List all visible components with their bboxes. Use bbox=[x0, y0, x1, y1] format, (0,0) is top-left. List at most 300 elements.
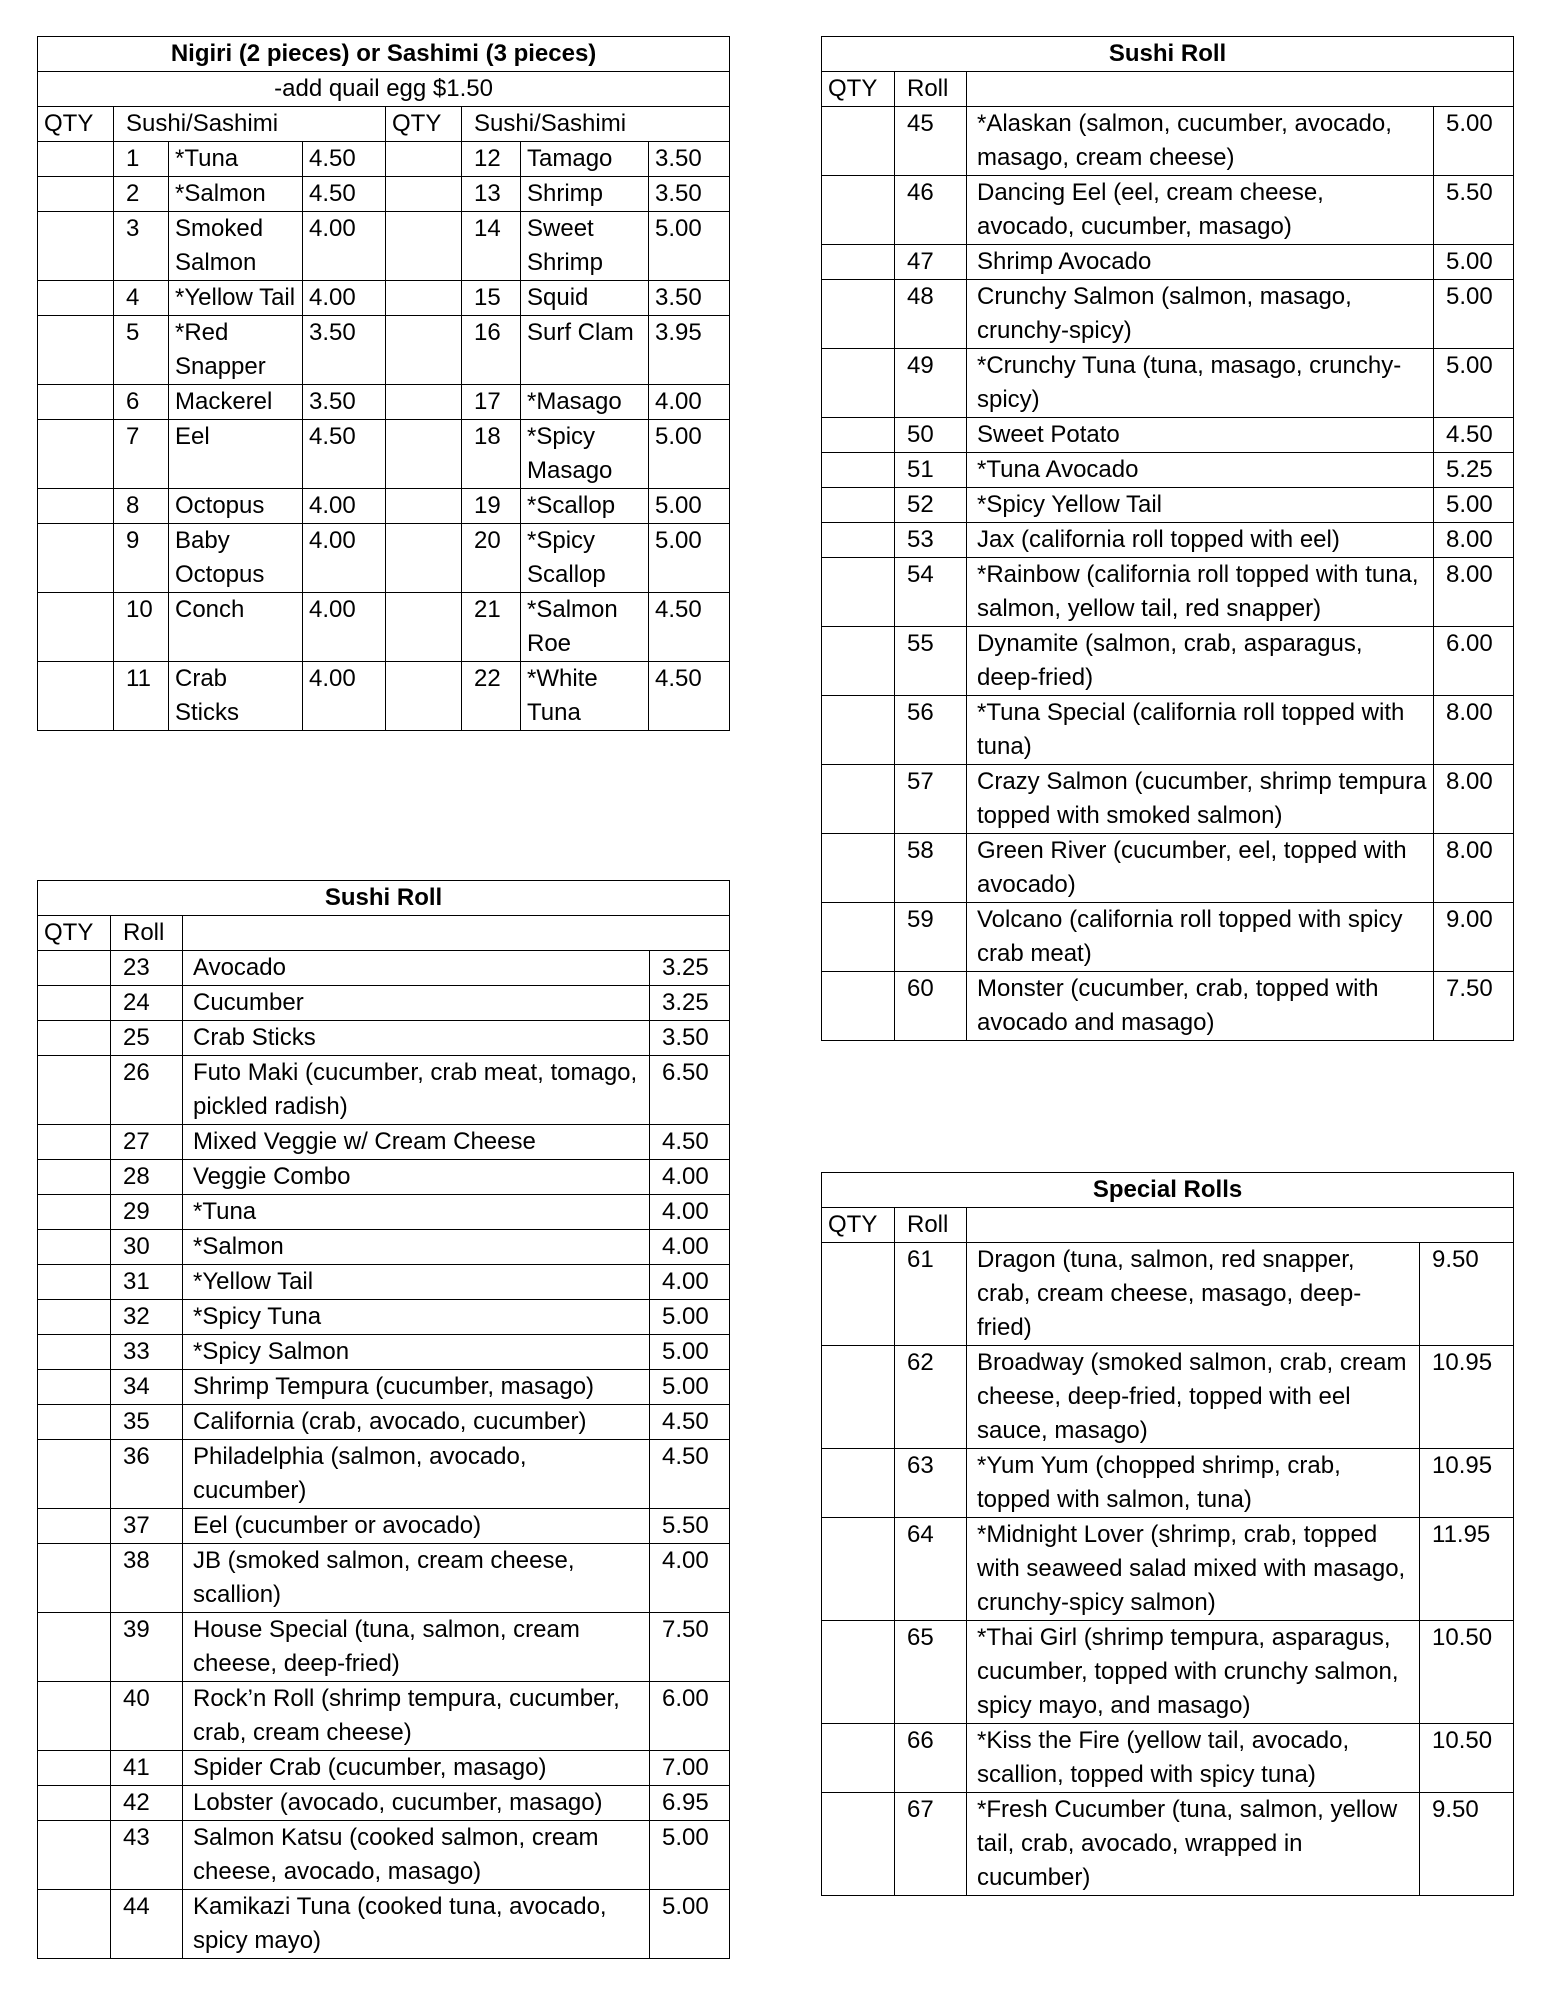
item-name: Conch bbox=[169, 593, 303, 662]
special-rolls-title: Special Rolls bbox=[822, 1173, 1514, 1208]
qty-cell[interactable] bbox=[822, 488, 895, 523]
qty-cell[interactable] bbox=[38, 1300, 111, 1335]
qty-cell[interactable] bbox=[38, 1125, 111, 1160]
roll-name: California (crab, avocado, cucumber) bbox=[183, 1405, 650, 1440]
qty-cell[interactable] bbox=[822, 1243, 895, 1346]
roll-number: 35 bbox=[111, 1405, 183, 1440]
item-price: 4.50 bbox=[303, 142, 386, 177]
item-name: Surf Clam bbox=[521, 316, 649, 385]
qty-cell[interactable] bbox=[38, 1890, 111, 1959]
roll-price: 5.00 bbox=[650, 1821, 730, 1890]
item-number: 11 bbox=[114, 662, 169, 731]
table-row bbox=[38, 1509, 730, 1544]
roll-price: 4.00 bbox=[650, 1195, 730, 1230]
item-number: 5 bbox=[114, 316, 169, 385]
roll-header: Roll bbox=[111, 916, 183, 951]
roll-header: Roll bbox=[895, 72, 967, 107]
roll-price: 8.00 bbox=[1434, 558, 1514, 627]
table-row bbox=[38, 489, 730, 524]
qty-cell[interactable] bbox=[386, 420, 462, 489]
qty-cell[interactable] bbox=[822, 1518, 895, 1621]
table-row bbox=[38, 1440, 730, 1509]
qty-cell[interactable] bbox=[822, 1724, 895, 1793]
item-name: Tamago bbox=[521, 142, 649, 177]
qty-cell[interactable] bbox=[822, 765, 895, 834]
item-price: 4.00 bbox=[303, 489, 386, 524]
nigiri-sashimi-table bbox=[37, 36, 730, 731]
qty-cell[interactable] bbox=[38, 1613, 111, 1682]
qty-cell[interactable] bbox=[38, 1440, 111, 1509]
roll-price: 3.50 bbox=[650, 1021, 730, 1056]
roll-number: 43 bbox=[111, 1821, 183, 1890]
roll-number: 57 bbox=[895, 765, 967, 834]
qty-cell[interactable] bbox=[38, 281, 114, 316]
item-name: Sweet Shrimp bbox=[521, 212, 649, 281]
table-row bbox=[822, 1518, 1514, 1621]
qty-cell[interactable] bbox=[386, 212, 462, 281]
roll-price: 5.00 bbox=[1434, 280, 1514, 349]
table-row bbox=[38, 524, 730, 593]
qty-cell[interactable] bbox=[822, 1621, 895, 1724]
item-price: 5.00 bbox=[649, 212, 730, 281]
item-name: Crab Sticks bbox=[169, 662, 303, 731]
roll-name: *Tuna Avocado bbox=[967, 453, 1434, 488]
qty-cell[interactable] bbox=[38, 1370, 111, 1405]
roll-number: 30 bbox=[111, 1230, 183, 1265]
table-row bbox=[38, 177, 730, 212]
item-name: *Spicy Scallop bbox=[521, 524, 649, 593]
table-row bbox=[38, 385, 730, 420]
qty-cell[interactable] bbox=[38, 420, 114, 489]
qty-cell[interactable] bbox=[38, 1682, 111, 1751]
qty-cell[interactable] bbox=[38, 1544, 111, 1613]
qty-cell[interactable] bbox=[38, 951, 111, 986]
roll-number: 49 bbox=[895, 349, 967, 418]
roll-name: *Kiss the Fire (yellow tail, avocado, scallion, topped with spicy tuna) bbox=[967, 1724, 1420, 1793]
nigiri-title: Nigiri (2 pieces) or Sashimi (3 pieces) bbox=[38, 37, 730, 72]
roll-price: 8.00 bbox=[1434, 696, 1514, 765]
item-price: 4.50 bbox=[303, 177, 386, 212]
roll-name: *Alaskan (salmon, cucumber, avocado, masago, cream cheese) bbox=[967, 107, 1434, 176]
roll-name: Crab Sticks bbox=[183, 1021, 650, 1056]
item-number: 1 bbox=[114, 142, 169, 177]
item-price: 3.50 bbox=[303, 385, 386, 420]
roll-price: 5.00 bbox=[1434, 245, 1514, 280]
roll-price: 7.50 bbox=[1434, 972, 1514, 1041]
item-name: *Yellow Tail bbox=[169, 281, 303, 316]
roll-number: 46 bbox=[895, 176, 967, 245]
table-row bbox=[822, 523, 1514, 558]
item-price: 4.00 bbox=[303, 281, 386, 316]
roll-price: 4.00 bbox=[650, 1544, 730, 1613]
table-row bbox=[38, 662, 730, 731]
qty-cell[interactable] bbox=[386, 177, 462, 212]
roll-name: *Spicy Salmon bbox=[183, 1335, 650, 1370]
item-number: 10 bbox=[114, 593, 169, 662]
table-row bbox=[38, 1300, 730, 1335]
roll-number: 55 bbox=[895, 627, 967, 696]
qty-cell[interactable] bbox=[38, 1021, 111, 1056]
item-name: Mackerel bbox=[169, 385, 303, 420]
roll-price: 5.00 bbox=[650, 1890, 730, 1959]
item-number: 6 bbox=[114, 385, 169, 420]
sushi-sashimi-header: Sushi/Sashimi bbox=[462, 107, 730, 142]
qty-cell[interactable] bbox=[38, 1821, 111, 1890]
roll-number: 36 bbox=[111, 1440, 183, 1509]
roll-name: *Thai Girl (shrimp tempura, asparagus, cucumber, topped with crunchy salmon, spicy mayo, and masago) bbox=[967, 1621, 1420, 1724]
qty-cell[interactable] bbox=[38, 1195, 111, 1230]
roll-name: Salmon Katsu (cooked salmon, cream cheese, avocado, masago) bbox=[183, 1821, 650, 1890]
table-row bbox=[38, 1195, 730, 1230]
roll-number: 23 bbox=[111, 951, 183, 986]
qty-cell[interactable] bbox=[386, 316, 462, 385]
qty-header: QTY bbox=[822, 72, 895, 107]
roll-number: 50 bbox=[895, 418, 967, 453]
qty-cell[interactable] bbox=[38, 1405, 111, 1440]
roll-name: *Fresh Cucumber (tuna, salmon, yellow tail, crab, avocado, wrapped in cucumber) bbox=[967, 1793, 1420, 1896]
item-name: *Scallop bbox=[521, 489, 649, 524]
qty-cell[interactable] bbox=[38, 142, 114, 177]
table-row bbox=[38, 1613, 730, 1682]
roll-price: 8.00 bbox=[1434, 523, 1514, 558]
roll-price: 9.50 bbox=[1420, 1243, 1514, 1346]
item-price: 4.50 bbox=[649, 662, 730, 731]
roll-header: Roll bbox=[895, 1208, 967, 1243]
roll-name: *Tuna bbox=[183, 1195, 650, 1230]
item-price: 4.00 bbox=[303, 524, 386, 593]
item-price: 4.50 bbox=[649, 593, 730, 662]
roll-number: 24 bbox=[111, 986, 183, 1021]
qty-cell[interactable] bbox=[38, 316, 114, 385]
roll-number: 28 bbox=[111, 1160, 183, 1195]
roll-price: 11.95 bbox=[1420, 1518, 1514, 1621]
qty-cell[interactable] bbox=[386, 489, 462, 524]
roll-price: 5.00 bbox=[1434, 107, 1514, 176]
item-number: 12 bbox=[462, 142, 521, 177]
item-name: Baby Octopus bbox=[169, 524, 303, 593]
table-row bbox=[822, 453, 1514, 488]
item-price: 3.50 bbox=[649, 281, 730, 316]
table-row bbox=[38, 1230, 730, 1265]
roll-price: 8.00 bbox=[1434, 765, 1514, 834]
table-row bbox=[38, 1370, 730, 1405]
table-row bbox=[38, 1786, 730, 1821]
table-row bbox=[822, 558, 1514, 627]
roll-price: 10.50 bbox=[1420, 1724, 1514, 1793]
roll-price: 4.00 bbox=[650, 1265, 730, 1300]
table-row bbox=[38, 420, 730, 489]
qty-cell[interactable] bbox=[386, 662, 462, 731]
qty-cell[interactable] bbox=[822, 903, 895, 972]
table-row bbox=[822, 488, 1514, 523]
table-row bbox=[822, 627, 1514, 696]
sushi-roll-table-right bbox=[821, 36, 1514, 1041]
roll-number: 61 bbox=[895, 1243, 967, 1346]
roll-name: *Midnight Lover (shrimp, crab, topped with seaweed salad mixed with masago, crunchy-spicy salmon) bbox=[967, 1518, 1420, 1621]
table-row bbox=[822, 834, 1514, 903]
roll-name: JB (smoked salmon, cream cheese, scallion) bbox=[183, 1544, 650, 1613]
roll-price: 5.00 bbox=[650, 1300, 730, 1335]
qty-cell[interactable] bbox=[822, 453, 895, 488]
item-number: 14 bbox=[462, 212, 521, 281]
item-number: 22 bbox=[462, 662, 521, 731]
qty-cell[interactable] bbox=[38, 212, 114, 281]
table-row bbox=[38, 951, 730, 986]
table-row bbox=[822, 765, 1514, 834]
item-number: 17 bbox=[462, 385, 521, 420]
table-row bbox=[38, 281, 730, 316]
table-row bbox=[38, 986, 730, 1021]
table-row bbox=[38, 316, 730, 385]
roll-price: 4.50 bbox=[650, 1405, 730, 1440]
roll-number: 32 bbox=[111, 1300, 183, 1335]
roll-number: 59 bbox=[895, 903, 967, 972]
roll-name: Mixed Veggie w/ Cream Cheese bbox=[183, 1125, 650, 1160]
item-number: 20 bbox=[462, 524, 521, 593]
table-row bbox=[38, 212, 730, 281]
table-row bbox=[822, 1793, 1514, 1896]
item-number: 4 bbox=[114, 281, 169, 316]
qty-cell[interactable] bbox=[822, 1793, 895, 1896]
sushi-roll-table-left bbox=[37, 880, 730, 1959]
qty-cell[interactable] bbox=[38, 385, 114, 420]
sushi-roll-title: Sushi Roll bbox=[38, 881, 730, 916]
table-row bbox=[38, 1056, 730, 1125]
qty-header: QTY bbox=[386, 107, 462, 142]
table-row bbox=[822, 1449, 1514, 1518]
qty-cell[interactable] bbox=[386, 281, 462, 316]
roll-name: Philadelphia (salmon, avocado, cucumber) bbox=[183, 1440, 650, 1509]
qty-cell[interactable] bbox=[822, 107, 895, 176]
item-name: *Red Snapper bbox=[169, 316, 303, 385]
qty-cell[interactable] bbox=[38, 524, 114, 593]
item-name: Squid bbox=[521, 281, 649, 316]
roll-name: Sweet Potato bbox=[967, 418, 1434, 453]
table-row bbox=[38, 593, 730, 662]
roll-number: 64 bbox=[895, 1518, 967, 1621]
roll-number: 31 bbox=[111, 1265, 183, 1300]
header-blank bbox=[967, 1208, 1514, 1243]
special-rolls-table bbox=[821, 1172, 1514, 1896]
roll-number: 53 bbox=[895, 523, 967, 558]
table-row bbox=[38, 1021, 730, 1056]
roll-number: 34 bbox=[111, 1370, 183, 1405]
table-row bbox=[38, 1335, 730, 1370]
qty-cell[interactable] bbox=[38, 1265, 111, 1300]
roll-name: Shrimp Tempura (cucumber, masago) bbox=[183, 1370, 650, 1405]
table-row bbox=[38, 1265, 730, 1300]
item-price: 4.00 bbox=[303, 212, 386, 281]
roll-price: 8.00 bbox=[1434, 834, 1514, 903]
roll-price: 5.50 bbox=[1434, 176, 1514, 245]
roll-name: Futo Maki (cucumber, crab meat, tomago, pickled radish) bbox=[183, 1056, 650, 1125]
table-row bbox=[822, 903, 1514, 972]
roll-name: Avocado bbox=[183, 951, 650, 986]
qty-cell[interactable] bbox=[822, 523, 895, 558]
item-name: *Salmon Roe bbox=[521, 593, 649, 662]
roll-name: Crunchy Salmon (salmon, masago, crunchy-spicy) bbox=[967, 280, 1434, 349]
table-row bbox=[822, 1346, 1514, 1449]
qty-cell[interactable] bbox=[822, 176, 895, 245]
roll-price: 5.25 bbox=[1434, 453, 1514, 488]
qty-cell[interactable] bbox=[38, 1230, 111, 1265]
table-row bbox=[38, 1160, 730, 1195]
roll-number: 29 bbox=[111, 1195, 183, 1230]
roll-number: 38 bbox=[111, 1544, 183, 1613]
roll-name: Volcano (california roll topped with spicy crab meat) bbox=[967, 903, 1434, 972]
table-row bbox=[822, 280, 1514, 349]
item-number: 3 bbox=[114, 212, 169, 281]
roll-price: 3.25 bbox=[650, 986, 730, 1021]
qty-header: QTY bbox=[38, 916, 111, 951]
roll-number: 27 bbox=[111, 1125, 183, 1160]
qty-cell[interactable] bbox=[822, 972, 895, 1041]
table-row bbox=[38, 1890, 730, 1959]
qty-cell[interactable] bbox=[38, 489, 114, 524]
qty-cell[interactable] bbox=[822, 558, 895, 627]
roll-price: 6.00 bbox=[1434, 627, 1514, 696]
table-row bbox=[38, 142, 730, 177]
table-row bbox=[822, 1621, 1514, 1724]
qty-cell[interactable] bbox=[822, 280, 895, 349]
roll-number: 51 bbox=[895, 453, 967, 488]
qty-cell[interactable] bbox=[38, 986, 111, 1021]
qty-cell[interactable] bbox=[386, 385, 462, 420]
qty-cell[interactable] bbox=[822, 834, 895, 903]
qty-cell[interactable] bbox=[38, 1509, 111, 1544]
item-name: *White Tuna bbox=[521, 662, 649, 731]
table-row bbox=[822, 696, 1514, 765]
table-row bbox=[38, 1405, 730, 1440]
qty-cell[interactable] bbox=[386, 524, 462, 593]
roll-name: Lobster (avocado, cucumber, masago) bbox=[183, 1786, 650, 1821]
qty-cell[interactable] bbox=[38, 662, 114, 731]
table-row bbox=[38, 1682, 730, 1751]
roll-name: Rock’n Roll (shrimp tempura, cucumber, crab, cream cheese) bbox=[183, 1682, 650, 1751]
nigiri-subtitle: -add quail egg $1.50 bbox=[38, 72, 730, 107]
item-price: 4.00 bbox=[303, 593, 386, 662]
table-row bbox=[822, 107, 1514, 176]
qty-cell[interactable] bbox=[822, 418, 895, 453]
qty-cell[interactable] bbox=[38, 1786, 111, 1821]
roll-number: 62 bbox=[895, 1346, 967, 1449]
roll-price: 5.00 bbox=[650, 1335, 730, 1370]
table-row bbox=[822, 1724, 1514, 1793]
qty-cell[interactable] bbox=[38, 1160, 111, 1195]
item-number: 2 bbox=[114, 177, 169, 212]
roll-price: 5.00 bbox=[1434, 349, 1514, 418]
qty-cell[interactable] bbox=[822, 696, 895, 765]
roll-number: 54 bbox=[895, 558, 967, 627]
table-row bbox=[38, 1544, 730, 1613]
qty-cell[interactable] bbox=[822, 349, 895, 418]
table-row bbox=[822, 1243, 1514, 1346]
table-row bbox=[822, 349, 1514, 418]
roll-number: 45 bbox=[895, 107, 967, 176]
roll-price: 6.00 bbox=[650, 1682, 730, 1751]
item-number: 21 bbox=[462, 593, 521, 662]
roll-price: 5.00 bbox=[1434, 488, 1514, 523]
item-price: 4.00 bbox=[303, 662, 386, 731]
item-number: 7 bbox=[114, 420, 169, 489]
roll-price: 3.25 bbox=[650, 951, 730, 986]
qty-cell[interactable] bbox=[822, 1449, 895, 1518]
roll-name: Dancing Eel (eel, cream cheese, avocado, cucumber, masago) bbox=[967, 176, 1434, 245]
roll-price: 4.50 bbox=[650, 1440, 730, 1509]
item-name: *Masago bbox=[521, 385, 649, 420]
roll-price: 10.95 bbox=[1420, 1346, 1514, 1449]
qty-cell[interactable] bbox=[38, 1751, 111, 1786]
qty-header: QTY bbox=[822, 1208, 895, 1243]
qty-header: QTY bbox=[38, 107, 114, 142]
item-number: 8 bbox=[114, 489, 169, 524]
qty-cell[interactable] bbox=[38, 1056, 111, 1125]
qty-cell[interactable] bbox=[822, 1346, 895, 1449]
item-number: 13 bbox=[462, 177, 521, 212]
table-row bbox=[822, 176, 1514, 245]
qty-cell[interactable] bbox=[38, 1335, 111, 1370]
roll-name: Green River (cucumber, eel, topped with avocado) bbox=[967, 834, 1434, 903]
item-name: Shrimp bbox=[521, 177, 649, 212]
roll-name: Eel (cucumber or avocado) bbox=[183, 1509, 650, 1544]
roll-number: 48 bbox=[895, 280, 967, 349]
roll-number: 66 bbox=[895, 1724, 967, 1793]
item-price: 5.00 bbox=[649, 524, 730, 593]
roll-name: Broadway (smoked salmon, crab, cream cheese, deep-fried, topped with eel sauce, masago) bbox=[967, 1346, 1420, 1449]
roll-name: *Yum Yum (chopped shrimp, crab, topped with salmon, tuna) bbox=[967, 1449, 1420, 1518]
roll-number: 44 bbox=[111, 1890, 183, 1959]
roll-name: Dragon (tuna, salmon, red snapper, crab, cream cheese, masago, deep-fried) bbox=[967, 1243, 1420, 1346]
roll-number: 58 bbox=[895, 834, 967, 903]
roll-price: 7.50 bbox=[650, 1613, 730, 1682]
roll-name: Spider Crab (cucumber, masago) bbox=[183, 1751, 650, 1786]
qty-cell[interactable] bbox=[822, 627, 895, 696]
header-blank bbox=[967, 72, 1514, 107]
qty-cell[interactable] bbox=[386, 593, 462, 662]
qty-cell[interactable] bbox=[38, 177, 114, 212]
header-blank bbox=[183, 916, 730, 951]
item-number: 18 bbox=[462, 420, 521, 489]
roll-price: 4.00 bbox=[650, 1160, 730, 1195]
roll-price: 6.50 bbox=[650, 1056, 730, 1125]
roll-number: 33 bbox=[111, 1335, 183, 1370]
roll-number: 40 bbox=[111, 1682, 183, 1751]
roll-name: *Spicy Tuna bbox=[183, 1300, 650, 1335]
roll-price: 4.50 bbox=[650, 1125, 730, 1160]
roll-name: Cucumber bbox=[183, 986, 650, 1021]
roll-number: 39 bbox=[111, 1613, 183, 1682]
table-row bbox=[822, 245, 1514, 280]
roll-number: 25 bbox=[111, 1021, 183, 1056]
sushi-roll-title: Sushi Roll bbox=[822, 37, 1514, 72]
roll-name: Monster (cucumber, crab, topped with avocado and masago) bbox=[967, 972, 1434, 1041]
roll-name: *Yellow Tail bbox=[183, 1265, 650, 1300]
roll-price: 5.50 bbox=[650, 1509, 730, 1544]
roll-price: 10.50 bbox=[1420, 1621, 1514, 1724]
qty-cell[interactable] bbox=[38, 593, 114, 662]
table-row bbox=[38, 1125, 730, 1160]
item-price: 3.95 bbox=[649, 316, 730, 385]
item-price: 3.50 bbox=[649, 177, 730, 212]
item-name: *Tuna bbox=[169, 142, 303, 177]
roll-number: 60 bbox=[895, 972, 967, 1041]
item-number: 19 bbox=[462, 489, 521, 524]
qty-cell[interactable] bbox=[386, 142, 462, 177]
qty-cell[interactable] bbox=[822, 245, 895, 280]
roll-number: 42 bbox=[111, 1786, 183, 1821]
roll-name: Dynamite (salmon, crab, asparagus, deep-fried) bbox=[967, 627, 1434, 696]
roll-price: 9.00 bbox=[1434, 903, 1514, 972]
